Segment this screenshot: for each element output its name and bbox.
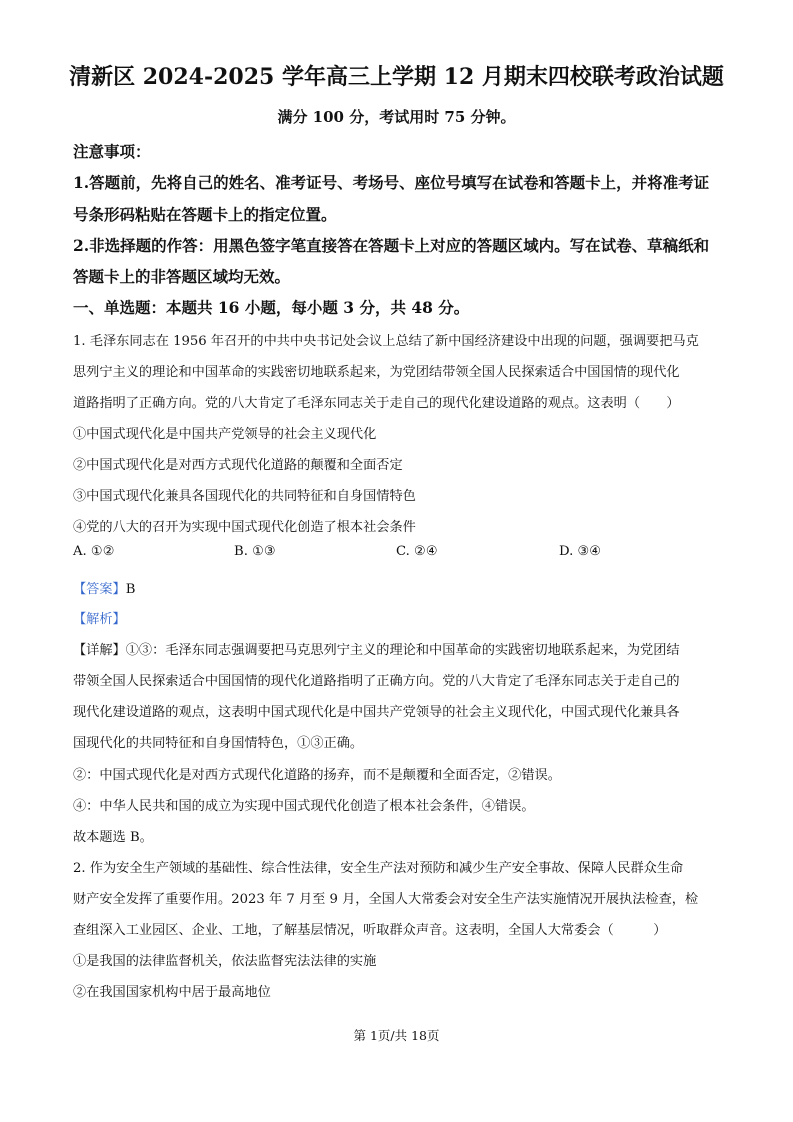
q1-detail-line6: ④：中华人民共和国的成立为实现中国式现代化创造了根本社会条件，④错误。 bbox=[73, 799, 535, 814]
q1-option-a: A. ①② bbox=[73, 544, 115, 559]
q1-stem-line2: 思列宁主义的理论和中国革命的实践密切地联系起来，为党团结带领全国人民探索适合中国国情的现代化 bbox=[73, 365, 680, 380]
answer-tag: 【答案】 bbox=[73, 582, 126, 597]
notice-item2-line2: 答题卡上的非答题区域均无效。 bbox=[73, 267, 291, 286]
q1-statement-1: ①中国式现代化是中国共产党领导的社会主义现代化 bbox=[73, 427, 377, 442]
q2-stem-line3: 查组深入工业园区、企业、工地，了解基层情况，听取群众声音。这表明，全国人大常委会（ ） bbox=[73, 923, 667, 938]
q1-stem-line3: 道路指明了正确方向。党的八大肯定了毛泽东同志关于走自己的现代化建设道路的观点。这表明（ ） bbox=[73, 396, 680, 411]
q1-option-c: C. ②④ bbox=[396, 544, 438, 559]
exam-subtitle: 满分 100 分，考试用时 75 分钟。 bbox=[277, 108, 516, 126]
q2-stem-line1: 2. 作为安全生产领域的基础性、综合性法律，安全生产法对预防和减少生产安全事故、保障人民群众生命 bbox=[73, 861, 684, 876]
q1-detail-line4: 国现代化的共同特征和自身国情特色，①③正确。 bbox=[73, 736, 364, 751]
notice-heading: 注意事项： bbox=[73, 142, 151, 161]
q1-statement-3: ③中国式现代化兼具各国现代化的共同特征和自身国情特色 bbox=[73, 489, 416, 504]
q1-detail-line1 bbox=[73, 639, 728, 658]
notice-item1-line2: 号条形码粘贴在答题卡上的指定位置。 bbox=[73, 205, 337, 224]
answer-value: B bbox=[125, 582, 136, 597]
q1-detail-line2: 带领全国人民探索适合中国国情的现代化道路指明了正确方向。党的八大肯定了毛泽东同志关于走自己的 bbox=[73, 674, 680, 689]
detail-text-1: ①③：毛泽东同志强调要把马克思列宁主义的理论和中国革命的实践密切地联系起来，为党团结 bbox=[125, 643, 680, 658]
q1-statement-2: ②中国式现代化是对西方式现代化道路的颠覆和全面否定 bbox=[73, 458, 403, 473]
q1-conclusion: 故本题选 B。 bbox=[73, 830, 153, 845]
detail-tag: 【详解】 bbox=[73, 643, 126, 658]
q2-statement-2: ②在我国国家机构中居于最高地位 bbox=[73, 985, 271, 1000]
q1-option-b: B. ①③ bbox=[234, 544, 276, 559]
q1-analysis-heading bbox=[73, 608, 728, 627]
page-footer: 第 1页/共 18页 bbox=[353, 1028, 440, 1043]
section-heading: 一、单选题：本题共 16 小题，每小题 3 分，共 48 分。 bbox=[73, 298, 470, 317]
q1-stem-line1: 1. 毛泽东同志在 1956 年召开的中共中央书记处会议上总结了新中国经济建设中出现的问题，强调要把马克 bbox=[73, 334, 699, 349]
q1-detail-line5: ②：中国式现代化是对西方式现代化道路的扬弃，而不是颠覆和全面否定，②错误。 bbox=[73, 768, 561, 783]
q1-statement-4: ④党的八大的召开为实现中国式现代化创造了根本社会条件 bbox=[73, 520, 416, 535]
q2-stem-line2: 财产安全发挥了重要作用。2023 年 7 月至 9 月，全国人大常委会对安全生产法实施情况开展执法检查，检 bbox=[73, 892, 699, 907]
q2-statement-1: ①是我国的法律监督机关，依法监督宪法法律的实施 bbox=[73, 954, 377, 969]
notice-item1-line1: 1.答题前，先将自己的姓名、准考证号、考场号、座位号填写在试卷和答题卡上，并将准考证 bbox=[73, 173, 710, 192]
notice-item2-line1: 2.非选择题的作答：用黑色签字笔直接答在答题卡上对应的答题区域内。写在试卷、草稿纸和 bbox=[73, 236, 710, 255]
q1-answer bbox=[73, 578, 728, 597]
q1-option-d: D. ③④ bbox=[559, 544, 602, 559]
analysis-tag: 【解析】 bbox=[73, 612, 126, 627]
q1-detail-line3: 现代化建设道路的观点，这表明中国式现代化是中国共产党领导的社会主义现代化，中国式现代化兼具各 bbox=[73, 705, 680, 720]
page-title: 清新区 2024-2025 学年高三上学期 12 月期末四校联考政治试题 bbox=[69, 64, 724, 90]
